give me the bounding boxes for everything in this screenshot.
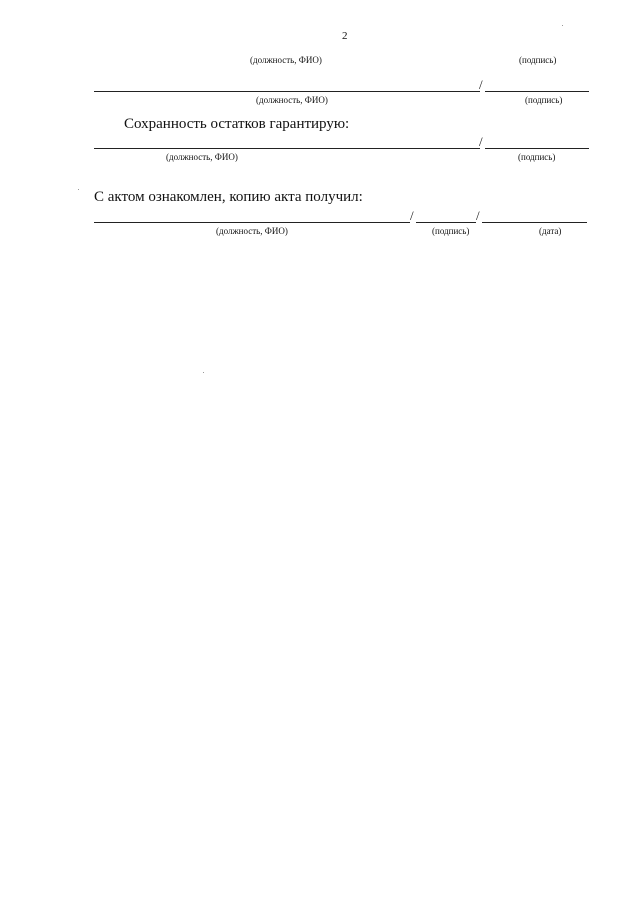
page-number: 2: [342, 30, 348, 42]
separator-slash: /: [476, 208, 480, 223]
scan-speck: [562, 25, 563, 26]
position-line: [94, 91, 480, 92]
position-caption: (должность, ФИО): [256, 95, 328, 105]
separator-slash: /: [479, 77, 483, 92]
date-line: [482, 222, 587, 223]
date-caption: (дата): [539, 226, 562, 236]
signature-line: [485, 148, 589, 149]
position-line: [94, 148, 480, 149]
signature-caption: (подпись): [518, 152, 556, 162]
position-caption: (должность, ФИО): [250, 55, 322, 65]
scan-speck: [203, 372, 204, 373]
signature-caption: (подпись): [519, 55, 557, 65]
signature-line: [485, 91, 589, 92]
signature-caption: (подпись): [432, 226, 470, 236]
position-caption: (должность, ФИО): [216, 226, 288, 236]
position-line: [94, 222, 410, 223]
separator-slash: /: [479, 134, 483, 149]
scan-speck: [78, 189, 79, 190]
position-caption: (должность, ФИО): [166, 152, 238, 162]
signature-caption: (подпись): [525, 95, 563, 105]
acknowledgement-heading: С актом ознакомлен, копию акта получил:: [94, 189, 363, 205]
separator-slash: /: [410, 208, 414, 223]
signature-line: [416, 222, 476, 223]
guarantee-heading: Сохранность остатков гарантирую:: [124, 116, 350, 132]
